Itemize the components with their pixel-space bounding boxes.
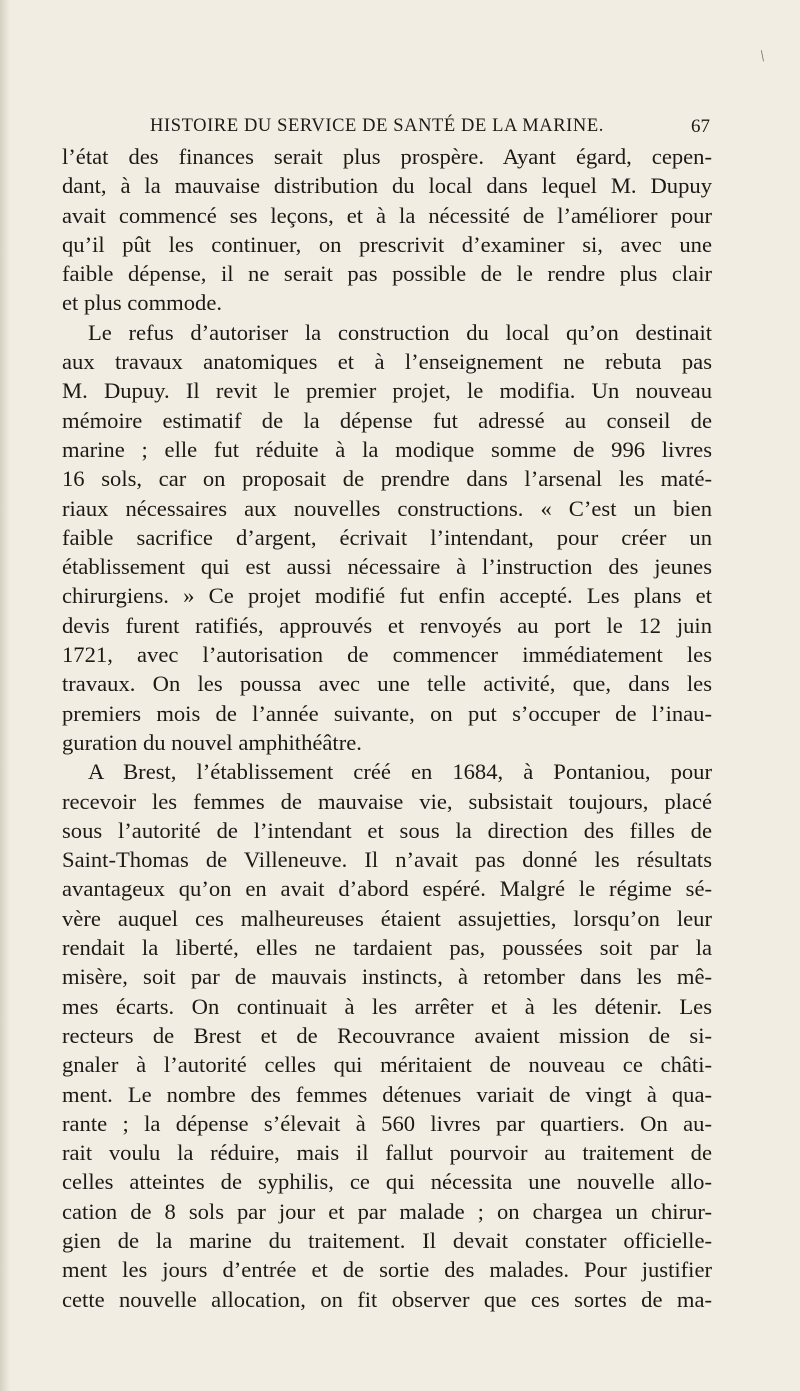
text-line: A Brest, l’établissement créé en 1684, à Pontaniou, pour (88, 759, 712, 785)
text-line: recteurs de Brest et de Recouvrance avaient mission de si- (62, 1022, 712, 1048)
text-line: Saint-Thomas de Villeneuve. Il n’avait pas donné les résultats (62, 847, 712, 873)
text-line: cette nouvelle allocation, on fit observer que ces sortes de ma- (62, 1286, 712, 1312)
text-line: mes écarts. On continuait à les arrêter et à les détenir. Les (62, 993, 712, 1019)
text-line: rendait la liberté, elles ne tardaient pas, poussées soit par la (62, 935, 712, 961)
text-line: cation de 8 sols par jour et par malade ; on chargea un chirur- (62, 1198, 712, 1224)
text-line: avait commencé ses leçons, et à la nécessité de l’améliorer pour (62, 202, 712, 228)
text-line: qu’il pût les continuer, on prescrivit d’examiner si, avec une (62, 231, 712, 257)
running-head (62, 116, 712, 140)
text-line: recevoir les femmes de mauvaise vie, subsistait toujours, placé (62, 788, 712, 814)
text-line: misère, soit par de mauvais instincts, à retomber dans les mê- (62, 964, 712, 990)
stray-mark: \ (758, 47, 766, 66)
text-line: établissement qui est aussi nécessaire à l’instruction des jeunes (62, 554, 712, 580)
text-line: M. Dupuy. Il revit le premier projet, le modifia. Un nouveau (62, 378, 712, 404)
text-line: dant, à la mauvaise distribution du local dans lequel M. Dupuy (62, 173, 712, 199)
text-line: sous l’autorité de l’intendant et sous la direction des filles de (62, 817, 712, 843)
text-line: faible dépense, il ne serait pas possible de le rendre plus clair (62, 261, 712, 287)
text-line: premiers mois de l’année suivante, on put s’occuper de l’inau- (62, 700, 712, 726)
text-line: ment. Le nombre des femmes détenues variait de vingt à qua- (62, 1081, 712, 1107)
text-line: devis furent ratifiés, approuvés et renvoyés au port le 12 juin (62, 612, 712, 638)
text-line: rait voulu la réduire, mais il fallut pourvoir au traitement de (62, 1140, 712, 1166)
text-line: aux travaux anatomiques et à l’enseignement ne rebuta pas (62, 349, 712, 375)
text-line: et plus commode. (62, 290, 223, 316)
text-line: celles atteintes de syphilis, ce qui nécessita une nouvelle allo- (62, 1169, 712, 1195)
text-line: gien de la marine du traitement. Il devait constater officielle- (62, 1227, 712, 1253)
text-line: l’état des finances serait plus prospère. Ayant égard, cepen- (62, 144, 712, 169)
text-line: chirurgiens. » Ce projet modifié fut enfin accepté. Les plans et (62, 583, 712, 609)
page-edge-shadow (0, 0, 10, 1391)
text-line: gnaler à l’autorité celles qui méritaient de nouveau ce châti- (62, 1052, 712, 1078)
text-line: mémoire estimatif de la dépense fut adressé au conseil de (62, 407, 712, 433)
text-line: travaux. On les poussa avec une telle activité, que, dans les (62, 671, 712, 697)
text-line: 16 sols, car on proposait de prendre dans l’arsenal les maté- (62, 466, 712, 492)
text-line: riaux nécessaires aux nouvelles constructions. « C’est un bien (62, 495, 712, 521)
text-line: guration du nouvel amphithéâtre. (62, 729, 362, 755)
text-line: ment les jours d’entrée et de sortie des malades. Pour justifier (62, 1257, 712, 1283)
body-text (62, 142, 712, 1314)
text-line: avantageux qu’on en avait d’abord espéré. Malgré le régime sé- (62, 876, 712, 902)
page-number: 67 (691, 116, 710, 137)
running-head-title: HISTOIRE DU SERVICE DE SANTÉ DE LA MARINE. (150, 116, 605, 136)
text-line: 1721, avec l’autorisation de commencer immédiatement les (62, 642, 712, 668)
text-line: Le refus d’autoriser la construction du local qu’on destinait (88, 319, 712, 345)
text-line: vère auquel ces malheureuses étaient assujetties, lorsqu’on leur (62, 905, 712, 931)
text-line: rante ; la dépense s’élevait à 560 livres par quartiers. On au- (62, 1110, 712, 1136)
text-line: marine ; elle fut réduite à la modique somme de 996 livres (62, 436, 712, 462)
text-line: faible sacrifice d’argent, écrivait l’intendant, pour créer un (62, 524, 712, 550)
